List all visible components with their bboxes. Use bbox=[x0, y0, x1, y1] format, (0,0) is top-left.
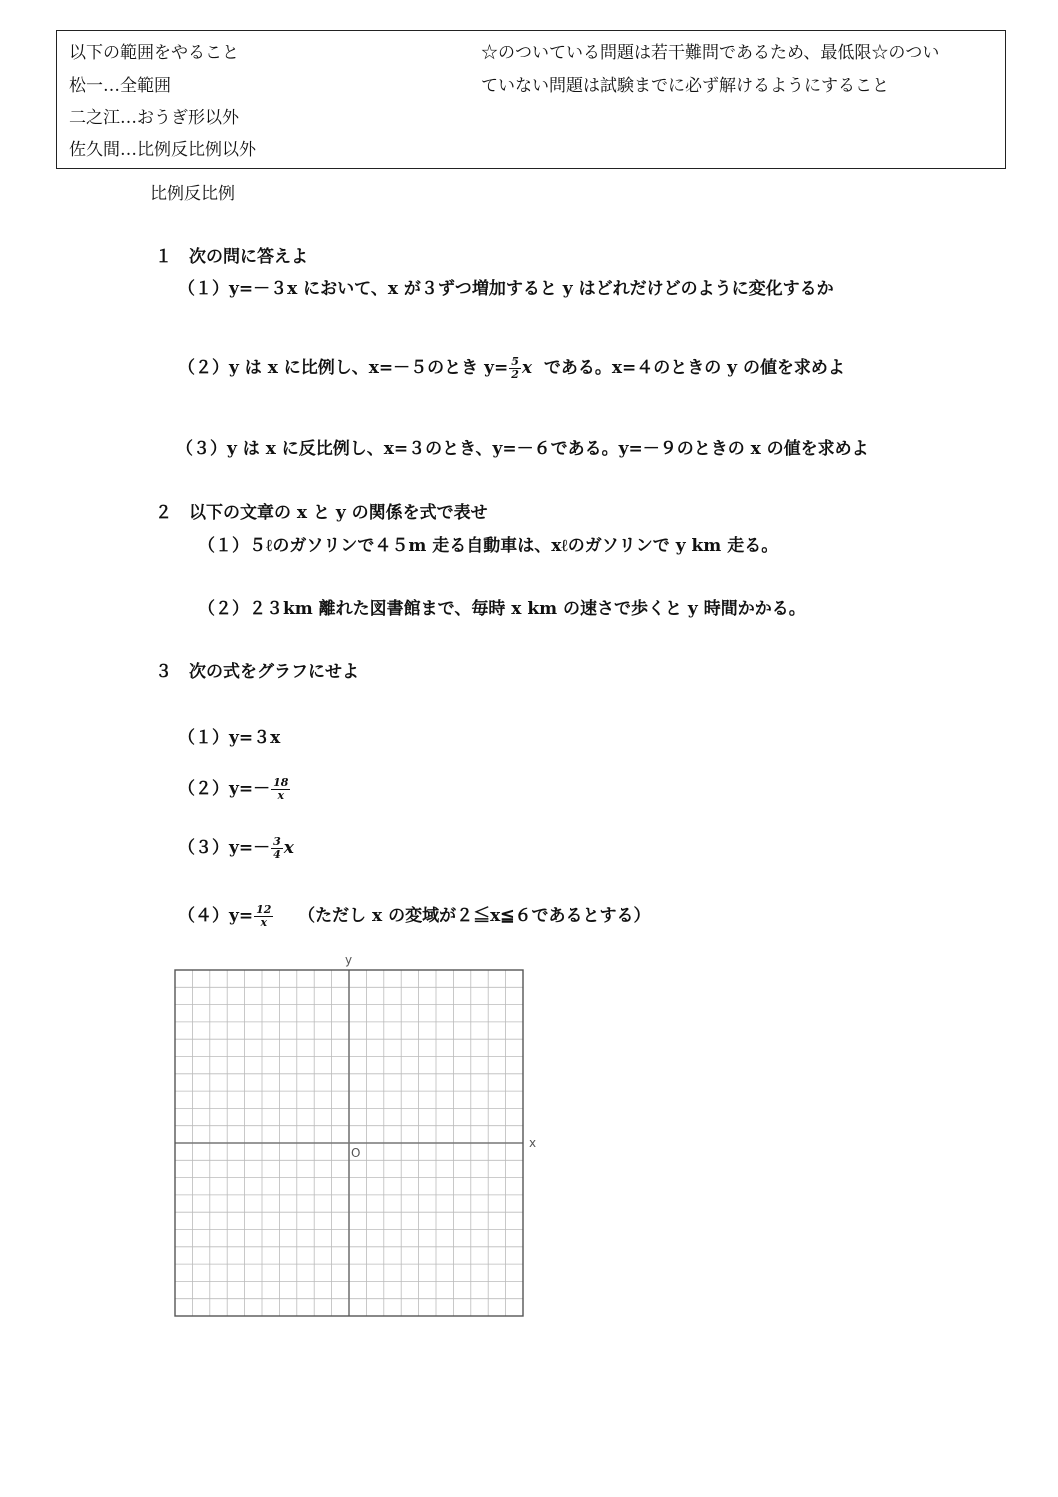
q1-part2 bbox=[178, 354, 845, 382]
instruction-right-2: ていない問題は試験までに必ず解けるようにすること bbox=[481, 76, 889, 96]
fraction-numerator: 18 bbox=[273, 776, 289, 789]
q2-part2: （２）２３km 離れた図書館まで、毎時 x km の速さで歩くと y 時間かかる。 bbox=[198, 599, 806, 619]
q3-part1: （１）y=３x bbox=[178, 728, 281, 748]
q3-part3-pre: （３）y=－ bbox=[178, 838, 271, 858]
q3-part3-fraction bbox=[271, 836, 283, 861]
instruction-left-1: 以下の範囲をやること bbox=[69, 43, 239, 63]
q2-part1: （１）５ℓのガソリンで４５m 走る自動車は、xℓのガソリンで y km 走る。 bbox=[198, 536, 779, 556]
fraction-denominator: x bbox=[277, 789, 285, 802]
q3-part4-post: （ただし x の変域が２≦x≦６であるとする） bbox=[298, 906, 651, 926]
fraction-denominator: x bbox=[260, 916, 268, 929]
q1-part2-fraction bbox=[509, 356, 521, 381]
q3-part2-pre: （２）y=－ bbox=[178, 779, 271, 799]
instruction-box bbox=[56, 30, 1006, 169]
q3-part4-pre: （４）y= bbox=[178, 906, 254, 926]
q3-part4 bbox=[178, 901, 650, 931]
q3-part4-fraction bbox=[254, 904, 273, 929]
q1-part1: （１）y=－３x において、x が３ずつ増加すると y はどれだけどのように変化するか bbox=[178, 279, 834, 299]
fraction-denominator: 2 bbox=[511, 368, 519, 381]
q3-part2 bbox=[178, 774, 291, 804]
instruction-left-2: 松一…全範囲 bbox=[69, 76, 171, 96]
fraction-numerator: 12 bbox=[256, 903, 272, 916]
q3-heading: ３ 次の式をグラフにせよ bbox=[155, 662, 359, 682]
fraction-numerator: 3 bbox=[273, 835, 281, 848]
q3-part3-var: x bbox=[283, 838, 294, 858]
instruction-left-3: 二之江…おうぎ形以外 bbox=[69, 108, 239, 128]
q3-part2-fraction bbox=[271, 777, 290, 802]
origin-label: O bbox=[351, 1146, 361, 1160]
instruction-right-1: ☆のついている問題は若干難問であるため、最低限☆のつい bbox=[481, 43, 940, 63]
q1-part2-pre: （２）y は x に比例し、x=－５のとき y= bbox=[178, 358, 509, 378]
coordinate-grid bbox=[172, 950, 544, 1320]
x-axis-label: x bbox=[529, 1136, 537, 1150]
fraction-denominator: 4 bbox=[273, 848, 281, 861]
q1-part2-post: である。x=４のときの y の値を求めよ bbox=[543, 358, 845, 378]
y-axis-label: y bbox=[345, 953, 353, 967]
instruction-left-4: 佐久間…比例反比例以外 bbox=[69, 140, 256, 160]
q3-part3 bbox=[178, 833, 294, 863]
q1-part3: （３）y は x に反比例し、x=３のとき、y=－６である。y=－９のときの x の値を求めよ bbox=[176, 439, 869, 459]
q2-heading: ２ 以下の文章の x と y の関係を式で表せ bbox=[155, 503, 488, 523]
fraction-numerator: 5 bbox=[511, 355, 519, 368]
q1-part2-var: x bbox=[521, 358, 532, 378]
q1-heading: １ 次の問に答えよ bbox=[155, 247, 308, 267]
section-title: 比例反比例 bbox=[150, 184, 235, 204]
